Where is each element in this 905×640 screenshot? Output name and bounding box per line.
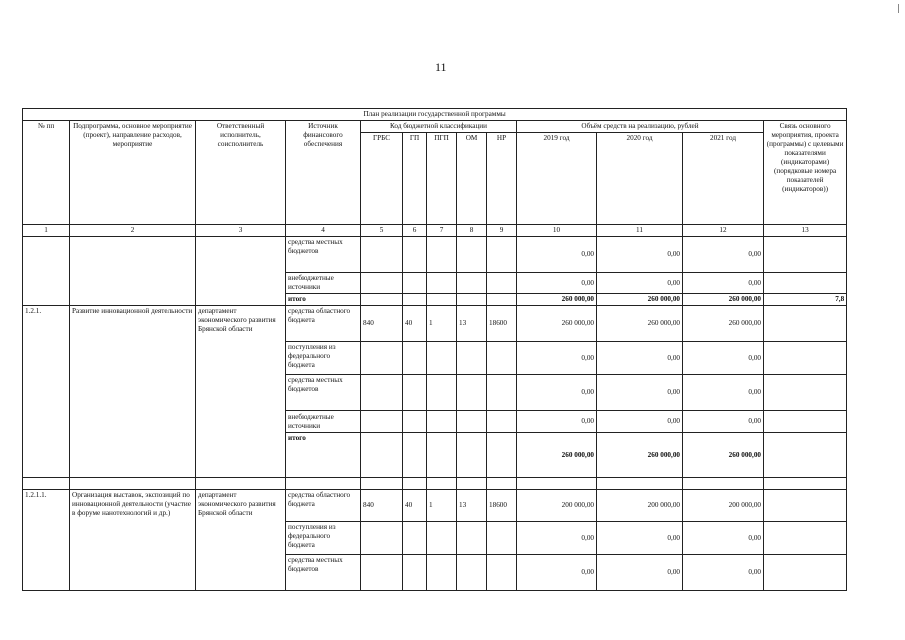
col-number: 7 — [427, 225, 457, 237]
value-2020: 260 000,00 — [597, 306, 683, 342]
col-number: 13 — [764, 225, 847, 237]
source-cell: средства местных бюджетов — [286, 375, 361, 411]
value-2021: 0,00 — [683, 273, 764, 294]
value-2019: 0,00 — [517, 375, 597, 411]
col-2019-header: 2019 год — [517, 133, 597, 225]
col-num-header: № пп — [23, 121, 70, 225]
budget-code-group-header: Код бюджетной классификации — [361, 121, 517, 133]
value-2019: 200 000,00 — [517, 490, 597, 522]
value-2020: 260 000,00 — [597, 294, 683, 306]
value-2019: 0,00 — [517, 342, 597, 375]
value-2019: 0,00 — [517, 522, 597, 555]
value-2019: 0,00 — [517, 555, 597, 591]
value-2021: 260 000,00 — [683, 294, 764, 306]
col-number: 3 — [196, 225, 286, 237]
table-row — [23, 478, 847, 490]
pgp-code: 1 — [427, 306, 457, 342]
om-code: 13 — [457, 490, 487, 522]
num-cell: 1.2.1.1. — [23, 490, 70, 591]
source-cell: внебюджетные источники — [286, 411, 361, 433]
col-number: 2 — [70, 225, 196, 237]
col-number: 6 — [403, 225, 427, 237]
col-source-header: Источник финансового обеспечения — [286, 121, 361, 225]
source-cell: средства местных бюджетов — [286, 237, 361, 273]
value-2021: 0,00 — [683, 342, 764, 375]
num-cell — [23, 237, 70, 306]
gp-code: 40 — [403, 490, 427, 522]
col-2020-header: 2020 год — [597, 133, 683, 225]
table-row — [23, 237, 847, 273]
grbs-code: 840 — [361, 490, 403, 522]
value-2021: 260 000,00 — [683, 306, 764, 342]
value-2021: 200 000,00 — [683, 490, 764, 522]
value-2019: 260 000,00 — [517, 433, 597, 478]
program-plan-table — [22, 108, 847, 591]
gp-code: 40 — [403, 306, 427, 342]
value-2020: 0,00 — [597, 522, 683, 555]
col-number: 1 — [23, 225, 70, 237]
col-number: 5 — [361, 225, 403, 237]
responsible-cell: департамент экономического развития Брянской области — [196, 490, 286, 591]
value-2019: 0,00 — [517, 237, 597, 273]
col-gp-header: ГП — [403, 133, 427, 225]
value-2021: 0,00 — [683, 411, 764, 433]
funds-group-header: Объём средств на реализацию, рублей — [517, 121, 764, 133]
col-2021-header: 2021 год — [683, 133, 764, 225]
col-grbs-header: ГРБС — [361, 133, 403, 225]
source-cell: итого — [286, 433, 361, 478]
nr-code: 18600 — [487, 490, 517, 522]
value-2020: 0,00 — [597, 375, 683, 411]
col-number: 4 — [286, 225, 361, 237]
value-2021: 0,00 — [683, 237, 764, 273]
source-cell: поступления из федерального бюджета — [286, 522, 361, 555]
indicator-link: 7,8 — [764, 294, 847, 306]
value-2020: 0,00 — [597, 273, 683, 294]
value-2020: 0,00 — [597, 411, 683, 433]
value-2020: 0,00 — [597, 555, 683, 591]
source-cell: средства местных бюджетов — [286, 555, 361, 591]
grbs-code: 840 — [361, 306, 403, 342]
col-number: 8 — [457, 225, 487, 237]
value-2021: 260 000,00 — [683, 433, 764, 478]
value-2021: 0,00 — [683, 522, 764, 555]
col-subprogram-header: Подпрограмма, основное мероприятие (проект), направление расходов, мероприятие — [70, 121, 196, 225]
col-om-header: ОМ — [457, 133, 487, 225]
table-row — [23, 490, 847, 522]
source-cell: средства областного бюджета — [286, 306, 361, 342]
name-cell: Организация выставок, экспозиций по инновационной деятельности (участие в форуме нанотехнологий и др.) — [70, 490, 196, 591]
col-number: 11 — [597, 225, 683, 237]
col-nr-header: НР — [487, 133, 517, 225]
om-code: 13 — [457, 306, 487, 342]
source-cell: внебюджетные источники — [286, 273, 361, 294]
value-2021: 0,00 — [683, 555, 764, 591]
source-cell: итого — [286, 294, 361, 306]
col-number: 12 — [683, 225, 764, 237]
margin-mark — [898, 4, 899, 13]
col-pgp-header: ПГП — [427, 133, 457, 225]
pgp-code: 1 — [427, 490, 457, 522]
value-2021: 0,00 — [683, 375, 764, 411]
table-row — [23, 306, 847, 342]
num-cell: 1.2.1. — [23, 306, 70, 478]
nr-code: 18600 — [487, 306, 517, 342]
source-cell: средства областного бюджета — [286, 490, 361, 522]
table-title: План реализации государственной программы — [23, 109, 847, 121]
value-2020: 200 000,00 — [597, 490, 683, 522]
value-2020: 0,00 — [597, 342, 683, 375]
value-2020: 0,00 — [597, 237, 683, 273]
value-2019: 0,00 — [517, 273, 597, 294]
source-cell: поступления из федерального бюджета — [286, 342, 361, 375]
value-2019: 0,00 — [517, 411, 597, 433]
page-number: 11 — [435, 60, 447, 74]
responsible-cell: департамент экономического развития Брянской области — [196, 306, 286, 478]
col-link-header: Связь основного мероприятия, проекта (программы) с целевыми показателями (индикаторами) (порядковые номера показателей (индикаторов)) — [764, 121, 847, 225]
col-number: 10 — [517, 225, 597, 237]
name-cell — [70, 237, 196, 306]
value-2019: 260 000,00 — [517, 306, 597, 342]
name-cell: Развитие инновационной деятельности — [70, 306, 196, 478]
responsible-cell — [196, 237, 286, 306]
value-2019: 260 000,00 — [517, 294, 597, 306]
col-number: 9 — [487, 225, 517, 237]
value-2020: 260 000,00 — [597, 433, 683, 478]
col-responsible-header: Ответственный исполнитель, соисполнитель — [196, 121, 286, 225]
